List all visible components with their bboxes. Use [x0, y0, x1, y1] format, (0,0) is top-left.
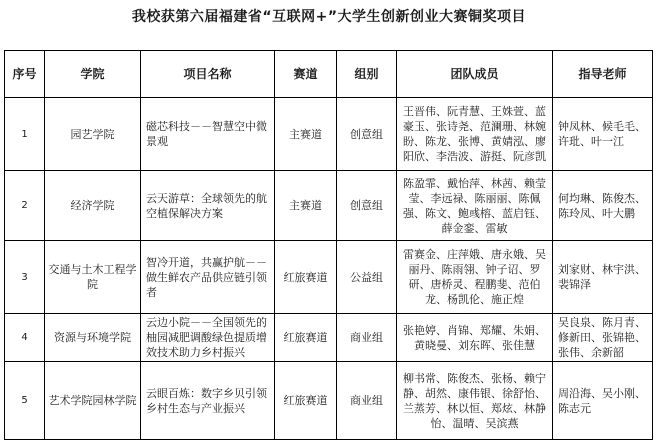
row-members: 雷赛金、庄萍娥、唐永娥、吴丽丹、陈雨翎、钟子诏、罗研、唐桥灵、程鹏斐、范伯龙、杨凯伦、施正煌 — [397, 241, 553, 314]
row-project: 云边小院－－全国领先的柚园减肥调酸绿色提质增效技术助力乡村振兴 — [141, 314, 275, 362]
header-members: 团队成员 — [397, 51, 553, 98]
row-track: 红旅赛道 — [275, 314, 337, 362]
row-members: 柳书常、陈俊杰、张杨、赖宁静、胡然、康伟银、徐舒怡、兰蒸芳、林以恒、郑炫、林静怡、温晴、吴滨燕 — [397, 362, 553, 440]
row-group: 创意组 — [337, 171, 397, 241]
row-index: 3 — [5, 241, 45, 314]
row-group: 商业组 — [337, 314, 397, 362]
header-college: 学院 — [45, 51, 141, 98]
row-track: 主赛道 — [275, 98, 337, 171]
header-group: 组别 — [337, 51, 397, 98]
row-advisor: 周沿海、吴小刚、陈志元 — [553, 362, 653, 440]
page-title: 我校获第六届福建省“互联网+”大学生创新创业大赛铜奖项目 — [131, 9, 527, 25]
row-advisor: 刘家财、林宇洪、裴锦泽 — [553, 241, 653, 314]
row-index: 2 — [5, 171, 45, 241]
row-members: 王晋伟、阮青慧、王姝萱、蓝豪玉、张诗尧、范澜珊、林婉盼、陈龙、张博、黄婧泓、廖阳欣、李浩波、游挺、阮彦凯 — [397, 98, 553, 171]
header-track: 赛道 — [275, 51, 337, 98]
row-college: 经济学院 — [45, 171, 141, 241]
row-group: 公益组 — [337, 241, 397, 314]
row-advisor: 吴良泉、陈月青、修新田、张锦艳、张伟、余新韶 — [553, 314, 653, 362]
row-college: 艺术学院园林学院 — [45, 362, 141, 440]
row-track: 红旅赛道 — [275, 241, 337, 314]
table-row — [5, 241, 653, 314]
row-project: 云天游草：全球领先的航空植保解决方案 — [141, 171, 275, 241]
table-row — [5, 314, 653, 362]
row-track: 红旅赛道 — [275, 362, 337, 440]
row-index: 5 — [5, 362, 45, 440]
row-college: 园艺学院 — [45, 98, 141, 171]
row-project: 磁芯科技－－智慧空中微景观 — [141, 98, 275, 171]
row-college: 交通与土木工程学院 — [45, 241, 141, 314]
row-index: 4 — [5, 314, 45, 362]
table-header-row — [5, 51, 653, 98]
row-college: 资源与环境学院 — [45, 314, 141, 362]
header-project: 项目名称 — [141, 51, 275, 98]
row-track: 主赛道 — [275, 171, 337, 241]
header-advisor: 指导老师 — [553, 51, 653, 98]
row-group: 创意组 — [337, 98, 397, 171]
row-index: 1 — [5, 98, 45, 171]
table-row — [5, 98, 653, 171]
row-advisor: 何均琳、陈俊杰、陈玲凤、叶大鹏 — [553, 171, 653, 241]
row-members: 陈盈霏、戴怡萍、林茜、赖莹莹、李远禄、陈丽丽、陈佩强、陈文、鲍彧榕、蓝启钰、薛金銮、雷敏 — [397, 171, 553, 241]
awards-table — [4, 50, 653, 440]
row-advisor: 钟凤林、候毛毛、许玭、叶一江 — [553, 98, 653, 171]
row-members: 张艳婷、肖锦、郑耀、朱娟、黄晓曼、刘东晖、张佳慧 — [397, 314, 553, 362]
header-index: 序号 — [5, 51, 45, 98]
table-row — [5, 171, 653, 241]
row-project: 云眼百炼：数字乡贝引领乡村生态与产业振兴 — [141, 362, 275, 440]
table-row — [5, 362, 653, 440]
row-project: 智冷开道，共赢护航－－做生鲜农产品供应链引领者 — [141, 241, 275, 314]
row-group: 商业组 — [337, 362, 397, 440]
